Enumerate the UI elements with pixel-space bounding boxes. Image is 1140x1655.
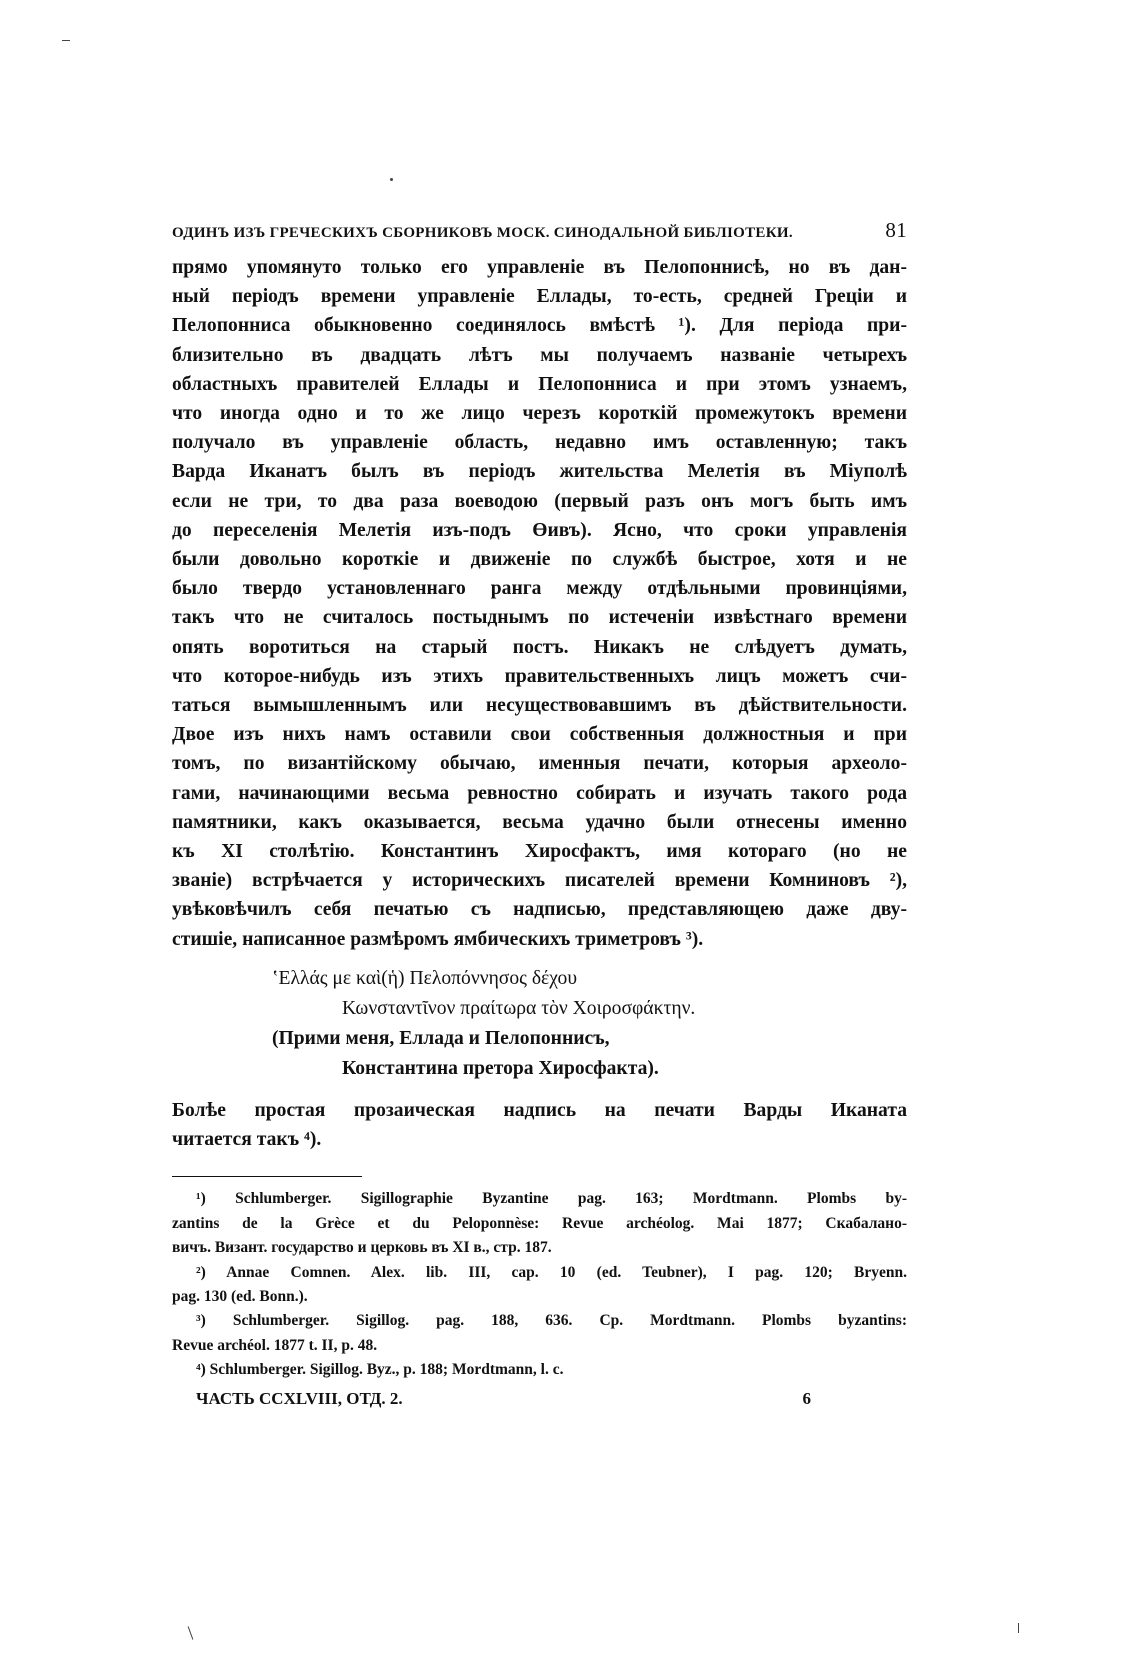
text-column — [172, 218, 907, 1409]
text-line: Варда Иканатъ былъ въ періодъ жительства Мелетія въ Міуполѣ — [172, 461, 907, 483]
footnote-4 — [172, 1358, 907, 1382]
text-line: Двое изъ нихъ намъ оставили свои собственныя должностныя и при — [172, 724, 907, 746]
text-line: таться вымышленнымъ или несуществовавшимъ въ дѣйствительности. — [172, 695, 907, 717]
footnote-rule — [172, 1176, 362, 1177]
scan-mark — [188, 1626, 194, 1639]
footnotes — [172, 1187, 907, 1382]
text-line: къ XI столѣтію. Константинъ Хиросфактъ, имя котораго (но не — [172, 841, 907, 863]
text-line: близительно въ двадцать лѣтъ мы получаемъ названіе четырехъ — [172, 344, 907, 366]
footnote-line: ⁴) Schlumberger. Sigillog. Byz., p. 188; Mordtmann, l. c. — [196, 1361, 564, 1379]
text-line: были довольно короткіе и движеніе по службѣ быстрое, хотя и не — [172, 549, 907, 571]
text-line: если не три, то два раза воеводою (первый разъ онъ могъ быть имъ — [172, 490, 907, 512]
text-line: получало въ управленіе область, недавно имъ оставленную; такъ — [172, 432, 907, 454]
footnote-line: Revue archéol. 1877 t. II, p. 48. — [172, 1336, 378, 1354]
footnote-3 — [172, 1309, 907, 1358]
signature-sheet: 6 — [802, 1388, 811, 1408]
scan-mark — [1018, 1623, 1019, 1633]
greek-verse-line-1: ʽΕλλάς με καὶ(ἡ) Πελοπόννησος δέχου — [272, 967, 578, 989]
text-line: что которое-нибудь изъ этихъ правительственныхъ лицъ можетъ счи- — [172, 665, 907, 687]
text-line: до переселенія Мелетія изъ-подъ Өивъ). Ясно, что сроки управленія — [172, 519, 907, 541]
page-number: 81 — [885, 218, 907, 242]
text-line: гами, начинающими весьма ревностно собирать и изучать такого рода — [172, 782, 907, 804]
footnote-2 — [172, 1261, 907, 1310]
russian-verse-line-2: Константина претора Хиросфакта). — [342, 1057, 659, 1079]
text-line: было твердо установленнаго ранга между отдѣльными провинціями, — [172, 578, 907, 600]
footnote-line: pag. 130 (ed. Bonn.). — [172, 1287, 308, 1305]
footnote-line: ¹) Schlumberger. Sigillographie Byzantine pag. 163; Mordtmann. Plombs by- — [196, 1190, 907, 1208]
footnote-line: zantins de la Grèce et du Peloponnèse: Revue archéolog. Mai 1877; Скабалано- — [172, 1214, 907, 1232]
printer-signature — [172, 1389, 907, 1409]
text-line: памятники, какъ оказывается, весьма удачно были отнесены именно — [172, 811, 907, 833]
text-line: такъ что не считалось постыднымъ по истеченіи извѣстнаго времени — [172, 607, 907, 629]
signature-part: ЧАСТЬ CCXLVIII, ОТД. 2. — [196, 1388, 403, 1408]
text-line: томъ, по византійскому обычаю, именныя печати, которыя археоло- — [172, 753, 907, 775]
text-line: званіе) встрѣчается у историческихъ писателей времени Комниновъ ²), — [172, 870, 907, 892]
verse-block — [172, 964, 907, 1084]
scan-mark — [62, 40, 70, 41]
body-paragraph — [172, 253, 907, 954]
text-line: Пелопонниса обыкновенно соединялось вмѣстѣ ¹). Для періода при- — [172, 315, 907, 337]
text-line: читается такъ ⁴). — [172, 1129, 322, 1151]
text-line: Болѣе простая прозаическая надпись на печати Варды Иканата — [172, 1099, 907, 1121]
text-line: прямо упомянуто только его управленіе въ Пелопоннисѣ, но въ дан- — [172, 257, 907, 278]
closing-paragraph — [172, 1096, 907, 1154]
running-head — [172, 218, 907, 243]
greek-verse-line-2: Κωνσταντῖνον πραίτωρα τὸν Χοιροσφάκτην. — [342, 997, 696, 1019]
text-line: стишіе, написанное размѣромъ ямбическихъ триметровъ ³). — [172, 928, 704, 950]
text-line: что иногда одно и то же лицо черезъ короткій промежутокъ времени — [172, 403, 907, 425]
scan-mark — [390, 178, 393, 181]
text-line: опять воротиться на старый постъ. Никакъ не слѣдуетъ думать, — [172, 636, 907, 658]
text-line: ный періодъ времени управленіе Еллады, то-есть, средней Греціи и — [172, 286, 907, 308]
footnote-line: вичъ. Визант. государство и церковь въ XI в., стр. 187. — [172, 1239, 552, 1257]
text-line: областныхъ правителей Еллады и Пелопонниса и при этомъ узнаемъ, — [172, 373, 907, 395]
footnote-line: ²) Annae Comnen. Alex. lib. III, cap. 10 (ed. Teubner), I pag. 120; Bryenn. — [196, 1263, 907, 1281]
footnote-line: ³) Schlumberger. Sigillog. pag. 188, 636. Cp. Mordtmann. Plombs byzantins: — [196, 1312, 907, 1330]
running-title: ОДИНЪ ИЗЪ ГРЕЧЕСКИХЪ СБОРНИКОВЪ МОСК. СИНОДАЛЬНОЙ БИБЛІОТЕКИ. — [172, 225, 793, 241]
text-line: увѣковѣчилъ себя печатью съ надписью, представляющею даже дву- — [172, 899, 907, 921]
russian-verse-line-1: (Прими меня, Еллада и Пелопоннисъ, — [272, 1027, 610, 1049]
footnote-1 — [172, 1187, 907, 1260]
